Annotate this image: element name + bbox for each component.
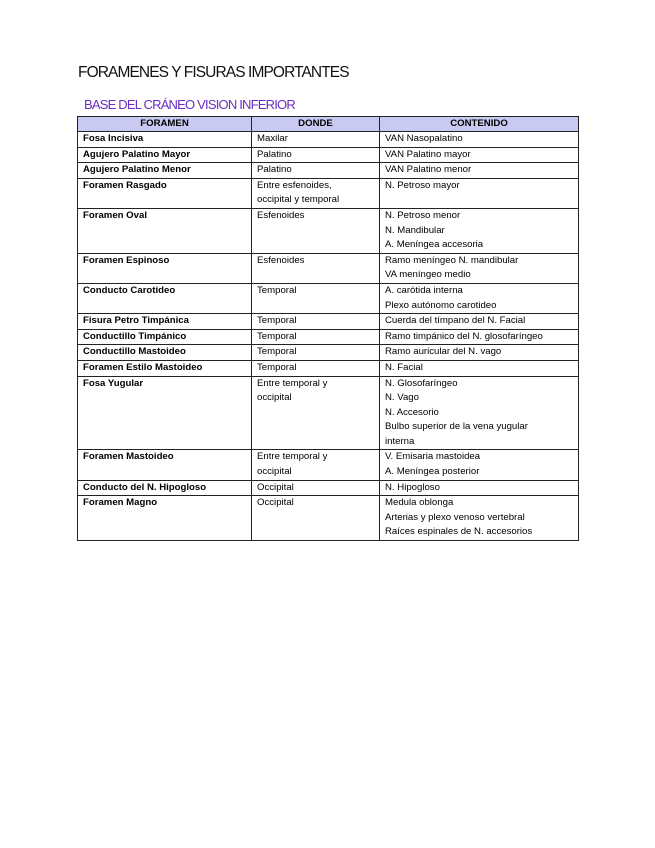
contenido-cell [380,147,579,163]
table-row [78,360,579,376]
donde-line: Esfenoides [257,209,305,221]
donde-cell [252,376,380,450]
contenido-cell [380,360,579,376]
header-foramen: FORAMEN [78,117,252,132]
table-row [78,283,579,313]
table-body [78,132,579,541]
donde-line: Palatino [257,148,292,160]
table-row [78,376,579,450]
contenido-line: Cuerda del tímpano del N. Facial [385,315,526,327]
donde-line: Occipital [257,481,294,493]
contenido-cell [380,345,579,361]
contenido-cell [380,132,579,148]
donde-line: Entre temporal y [257,377,328,389]
header-contenido: CONTENIDO [380,117,579,132]
donde-line: Palatino [257,164,292,176]
donde-line: Temporal [257,315,297,327]
header-donde: DONDE [252,117,380,132]
table-row [78,496,579,541]
donde-cell [252,329,380,345]
foramen-cell: Fosa Incisiva [78,132,252,148]
contenido-line: Ramo auricular del N. vago [385,346,502,358]
foramen-table [77,116,579,541]
section-title: BASE DEL CRÁNEO VISION INFERIOR [84,97,295,112]
contenido-line: VAN Palatino menor [385,164,472,176]
page-title: FORAMENES Y FISURAS IMPORTANTES [78,64,349,81]
contenido-line: VA meníngeo medio [385,269,471,281]
donde-line: Maxilar [257,133,288,144]
contenido-line: VAN Palatino mayor [385,148,471,160]
contenido-line: Ramo timpánico del N. glosofaríngeo [385,330,543,342]
foramen-cell: Conductillo Timpánico [78,329,252,345]
contenido-cell [380,314,579,330]
table-row [78,345,579,361]
contenido-line: Arterias y plexo venoso vertebral [385,511,525,523]
donde-cell [252,178,380,208]
contenido-line: VAN Nasopalatino [385,133,463,144]
donde-line: occipital y temporal [257,194,340,206]
donde-cell [252,345,380,361]
foramen-cell: Agujero Palatino Menor [78,163,252,179]
contenido-line: V. Emisaria mastoidea [385,451,481,463]
contenido-line: Raíces espinales de N. accesorios [385,526,533,538]
contenido-cell [380,376,579,450]
table-row [78,314,579,330]
contenido-line: N. Glosofaríngeo [385,377,458,389]
table-row [78,480,579,496]
donde-line: Occipital [257,497,294,509]
table-row [78,147,579,163]
foramen-cell: Foramen Magno [78,496,252,541]
foramen-cell: Foramen Rasgado [78,178,252,208]
contenido-cell [380,283,579,313]
contenido-line: N. Accesorio [385,406,439,418]
donde-cell [252,360,380,376]
contenido-line: Medula oblonga [385,497,454,509]
contenido-cell [380,496,579,541]
donde-line: Entre temporal y [257,451,328,463]
contenido-line: N. Mandibular [385,224,445,236]
donde-line: Temporal [257,361,297,373]
table-row [78,163,579,179]
donde-line: Entre esfenoides, [257,179,332,191]
donde-cell [252,253,380,283]
donde-line: occipital [257,466,292,478]
donde-line: Temporal [257,330,297,342]
foramen-cell: Agujero Palatino Mayor [78,147,252,163]
foramen-cell: Foramen Oval [78,208,252,253]
foramen-cell: Fosa Yugular [78,376,252,450]
contenido-line: A. carótida interna [385,284,463,296]
table-row [78,132,579,148]
foramen-cell: Conducto del N. Hipogloso [78,480,252,496]
donde-cell [252,496,380,541]
contenido-cell [380,208,579,253]
contenido-cell [380,178,579,208]
donde-cell [252,132,380,148]
contenido-line: interna [385,435,415,447]
donde-line: Temporal [257,346,297,358]
table-row [78,450,579,480]
donde-line: occipital [257,392,292,404]
contenido-line: N. Facial [385,361,423,373]
donde-cell [252,480,380,496]
foramen-cell: Foramen Mastoideo [78,450,252,480]
contenido-line: N. Petroso mayor [385,179,460,191]
foramen-cell: Foramen Espinoso [78,253,252,283]
foramen-cell: Conductillo Mastoideo [78,345,252,361]
table-row [78,208,579,253]
contenido-cell [380,253,579,283]
foramen-cell: Fisura Petro Timpánica [78,314,252,330]
foramen-cell: Foramen Estilo Mastoideo [78,360,252,376]
contenido-line: Plexo autónomo carotideo [385,299,497,311]
contenido-cell [380,480,579,496]
table-row [78,329,579,345]
contenido-cell [380,450,579,480]
contenido-line: A. Meníngea accesoria [385,239,484,251]
donde-line: Esfenoides [257,254,305,266]
donde-cell [252,208,380,253]
contenido-line: Ramo meníngeo N. mandibular [385,254,519,266]
contenido-line: N. Hipogloso [385,481,440,493]
foramen-cell: Conducto Carotideo [78,283,252,313]
table-row [78,178,579,208]
contenido-cell [380,329,579,345]
donde-cell [252,283,380,313]
donde-cell [252,147,380,163]
contenido-line: N. Vago [385,392,419,404]
table-header-row [78,117,579,132]
table-row [78,253,579,283]
donde-cell [252,163,380,179]
donde-cell [252,450,380,480]
donde-cell [252,314,380,330]
contenido-cell [380,163,579,179]
contenido-line: N. Petroso menor [385,209,461,221]
contenido-line: A. Meníngea posterior [385,466,480,478]
contenido-line: Bulbo superior de la vena yugular [385,421,528,433]
donde-line: Temporal [257,284,297,296]
